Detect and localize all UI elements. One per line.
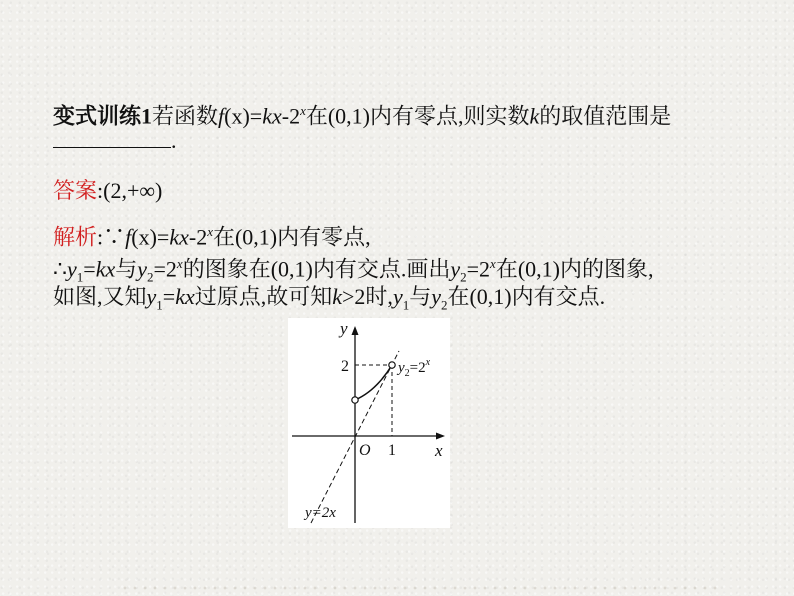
analysis-line-3-rest: 在(0,1)内有交点. (447, 284, 606, 309)
greater-than-2: >2时, (342, 284, 393, 309)
curve-label-eq: =2 (409, 360, 426, 376)
function-graph (288, 318, 450, 528)
equals: = (83, 256, 96, 282)
var-y: y (137, 256, 147, 282)
analysis-line-3-pre: 如图,又知 (53, 284, 147, 309)
answer-blank-line (53, 128, 177, 154)
subscript: 2 (440, 297, 448, 313)
tick-y-2: 2 (341, 358, 349, 375)
question-text-end: 的取值范围是 (539, 103, 672, 129)
func-kx: kx (169, 224, 189, 250)
func-kx: kx (262, 103, 282, 129)
analysis-line-2-mid: 的图象在(0,1)内有交点.画出 (182, 256, 451, 282)
origin-label: O (359, 442, 371, 459)
y-axis-label: y (340, 319, 348, 338)
question-text-suffix: 在(0,1)内有零点,则实数 (305, 103, 530, 129)
equals: = (162, 284, 176, 309)
subscript: 1 (402, 297, 410, 313)
subscript: 2 (460, 269, 467, 285)
func-minus2: -2 (188, 224, 208, 250)
exercise-label: 变式训练1 (53, 103, 153, 129)
answer-colon: : (97, 178, 104, 203)
var-y: y (146, 284, 157, 309)
analysis-line-3 (53, 284, 605, 318)
var-y: y (431, 284, 441, 309)
exp-x: x (300, 103, 306, 118)
tick-x-1: 1 (388, 442, 396, 459)
var-kx: kx (175, 284, 195, 309)
y-axis-arrow (352, 326, 359, 335)
subscript: 1 (76, 269, 84, 285)
equals-2: =2 (153, 256, 177, 282)
curve-y2-exp (355, 365, 392, 400)
analysis-line-3-mid: 过原点,故可知 (194, 284, 333, 309)
footer-decoration (120, 586, 720, 590)
exp-x: x (490, 256, 496, 271)
equals-2: =2 (466, 256, 491, 282)
word-with: 与 (115, 256, 138, 282)
x-axis-arrow (436, 433, 445, 440)
question-text-prefix: 若函数 (152, 103, 219, 129)
answer-line (53, 178, 162, 204)
k-variable: k (529, 103, 540, 129)
answer-label: 答案 (53, 178, 98, 203)
word-with: 与 (409, 284, 432, 309)
curve-label-y: y (398, 360, 405, 376)
func-x: (x)= (224, 103, 263, 129)
line-label: y=2x (305, 505, 336, 521)
analysis-line-2-rest: 在(0,1)内的图象, (495, 256, 654, 282)
therefore-symbol: ∴ (53, 256, 67, 282)
x-axis-label: x (435, 441, 443, 460)
graph-svg (288, 318, 450, 528)
subscript: 2 (147, 269, 154, 285)
var-y: y (392, 284, 403, 309)
answer-value: (2,+∞) (103, 178, 163, 203)
exp-x: x (207, 224, 213, 239)
open-point-end (389, 362, 395, 368)
curve-label (396, 357, 431, 379)
question-line (53, 98, 671, 129)
curve-label-exp: x (425, 357, 431, 368)
func-args: (x)= (131, 224, 170, 250)
analysis-colon: : (97, 224, 104, 250)
analysis-line-1 (53, 219, 371, 250)
blank-period: . (171, 128, 177, 153)
subscript: 1 (156, 297, 163, 313)
curve-label-sub: 2 (404, 368, 410, 379)
func-f: f (218, 103, 225, 129)
func-f: f (125, 224, 132, 250)
analysis-label: 解析 (53, 224, 98, 250)
open-point-start (352, 397, 358, 403)
exp-x: x (176, 256, 183, 271)
because-symbol: ∵ (103, 224, 126, 250)
analysis-line-1-rest: 在(0,1)内有零点, (212, 224, 371, 250)
var-y: y (450, 256, 461, 282)
answer-blank (53, 129, 171, 148)
var-k: k (332, 284, 343, 309)
var-y: y (67, 256, 77, 282)
func-minus2: -2 (281, 103, 301, 129)
var-kx: kx (95, 256, 116, 282)
